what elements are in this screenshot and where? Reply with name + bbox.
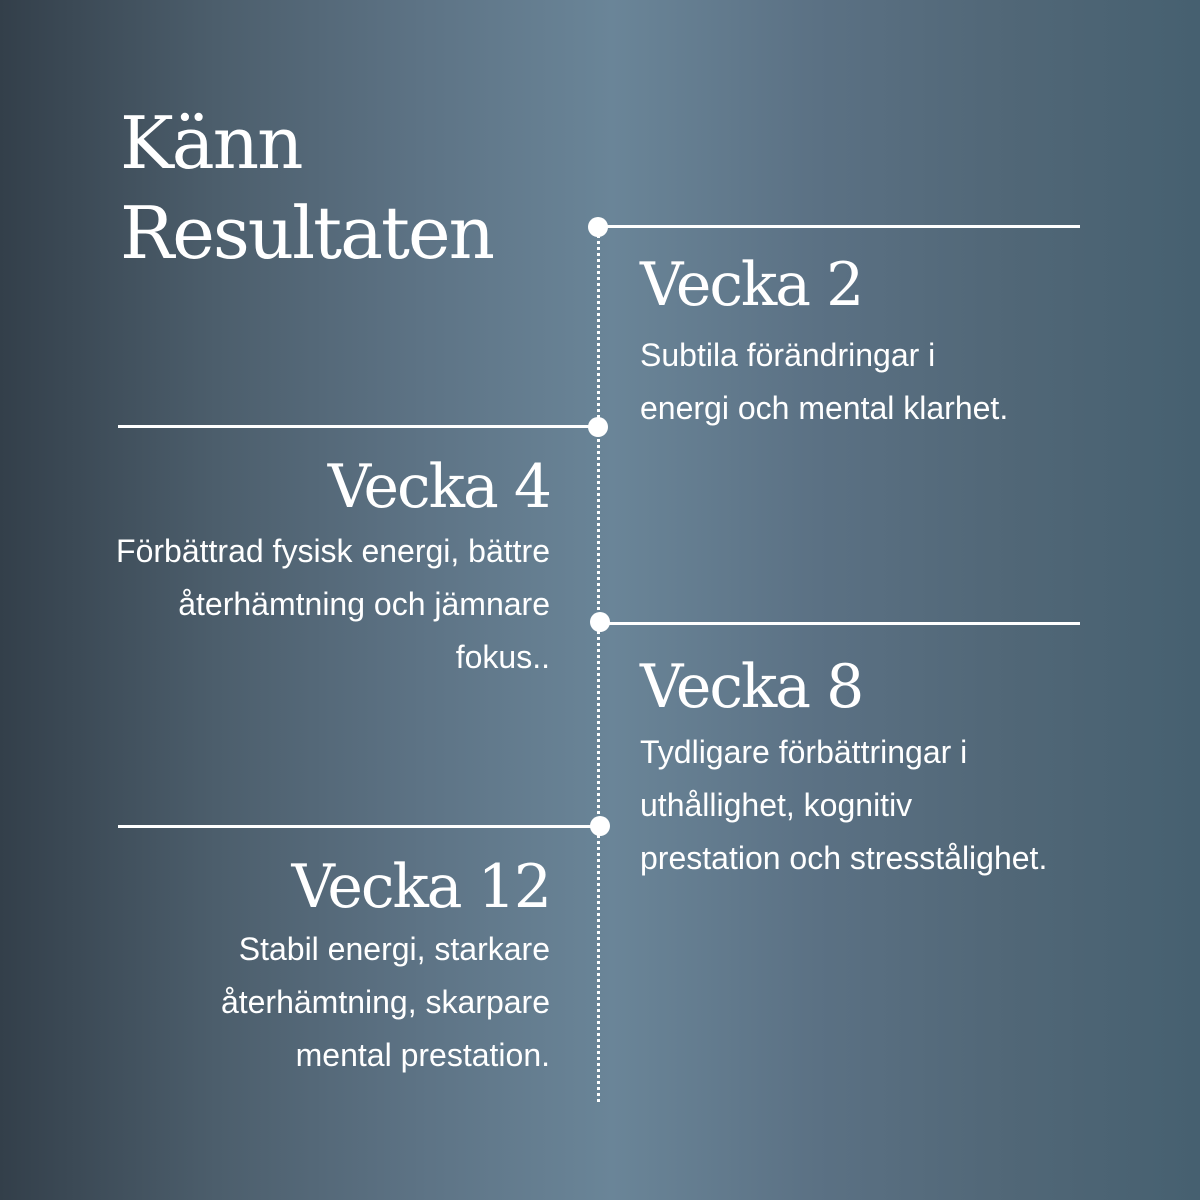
milestone-dot-week-12 (590, 816, 610, 836)
milestone-description-week-4: Förbättrad fysisk energi, bättre återhämtning och jämnare fokus.. (116, 533, 550, 675)
milestone-line-week-4 (118, 425, 598, 428)
milestone-heading-week-8: Vecka 8 (640, 652, 863, 722)
milestone-dot-week-4 (588, 417, 608, 437)
milestone-dot-week-8 (590, 612, 610, 632)
milestone-heading-week-12: Vecka 12 (291, 852, 550, 922)
timeline-spine (597, 228, 600, 1102)
milestone-dot-week-2 (588, 217, 608, 237)
milestone-description-week-8: Tydligare förbättringar i uthållighet, kognitiv prestation och stresstålighet. (640, 734, 1048, 876)
page-title (120, 98, 493, 278)
milestone-heading-week-4: Vecka 4 (327, 452, 550, 522)
milestone-line-week-2 (598, 225, 1080, 228)
title-line-1: Känn (120, 101, 302, 185)
title-line-2: Resultaten (120, 191, 493, 275)
milestone-heading-week-2: Vecka 2 (640, 250, 863, 320)
milestone-description-week-2: Subtila förändringar i energi och mental klarhet. (640, 337, 1009, 426)
milestone-line-week-12 (118, 825, 600, 828)
milestone-line-week-8 (598, 622, 1080, 625)
milestone-description-week-12: Stabil energi, starkare återhämtning, skarpare mental prestation. (220, 931, 550, 1073)
